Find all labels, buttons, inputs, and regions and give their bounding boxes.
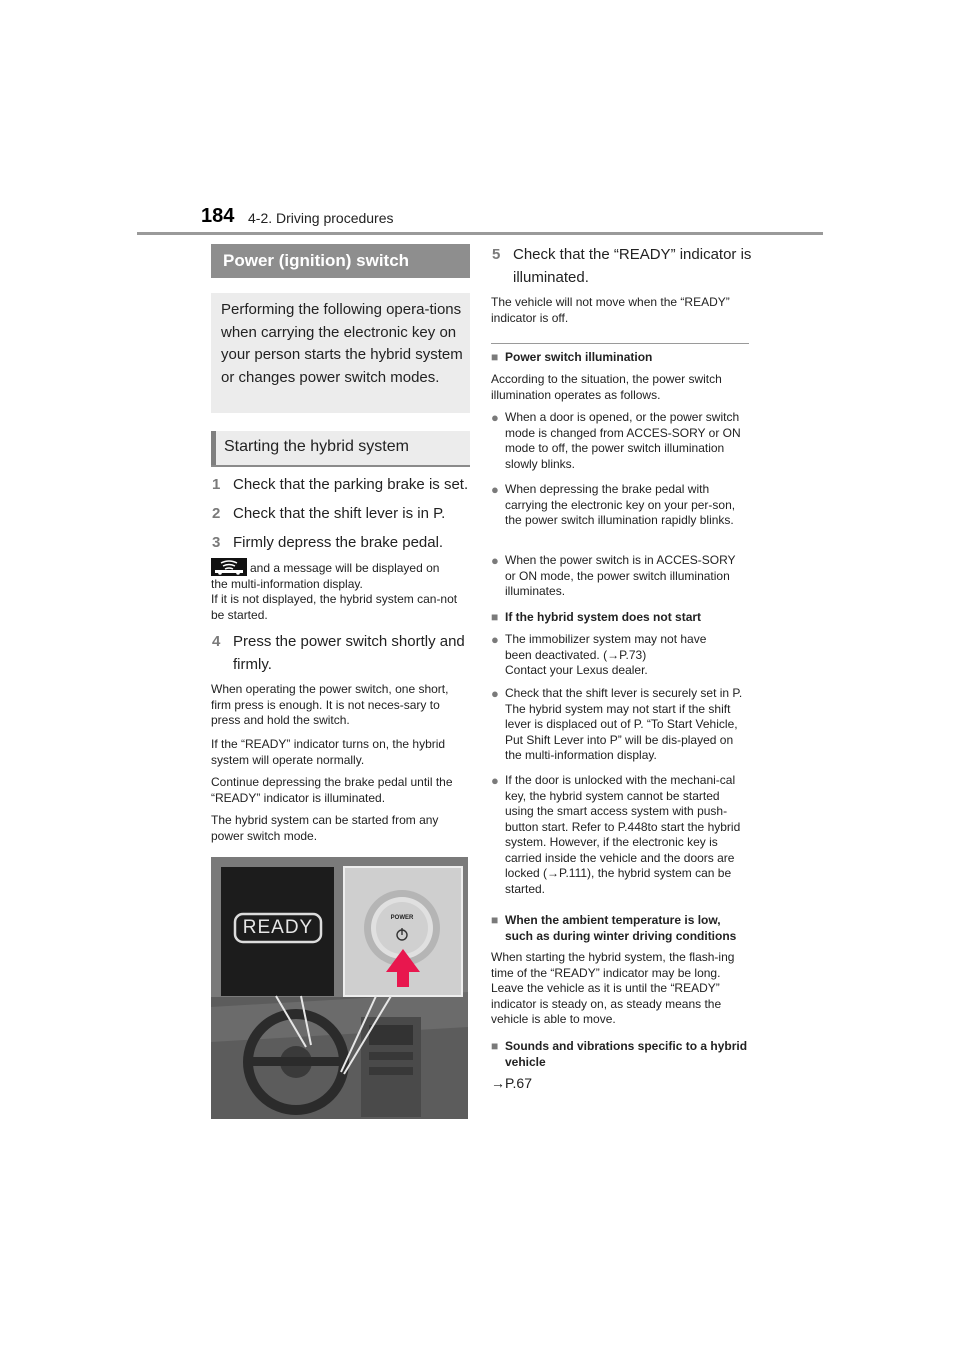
intro-text: Performing the following opera-tions when carrying the electronic key on your person starts the hybrid system or changes power switch modes.: [221, 301, 463, 386]
square-marker: ■: [491, 1039, 499, 1053]
step-number: 5: [492, 246, 501, 263]
step-4: [212, 630, 474, 678]
square-marker: ■: [491, 610, 499, 624]
ambient-text: When starting the hybrid system, the flash-ing time of the “READY” indicator may be long. Leave the vehicle as it is until the “READY” indicator is steady on, as steady means the vehicle is able to move.: [491, 950, 735, 1026]
subsection-header: [211, 431, 470, 465]
step-text: Press the power switch shortly and firmly.: [233, 633, 465, 673]
step4-note-1: When operating the power switch, one short, firm press is enough. It is not neces-sary to press and hold the switch.: [211, 682, 449, 727]
header-rule: [137, 232, 823, 235]
square-marker: ■: [491, 913, 499, 927]
step-5: [492, 243, 754, 291]
bullet-dot: ●: [491, 553, 499, 568]
step4-note-2: If the “READY” indicator turns on, the hybrid system will operate normally.: [211, 737, 446, 767]
step4-note-3: Continue depressing the brake pedal until the “READY” indicator is illuminated.: [211, 775, 453, 805]
bullet-dot: ●: [491, 632, 499, 647]
bullet-dot: ●: [491, 410, 499, 425]
step-2: [212, 502, 474, 526]
step-number: 1: [212, 476, 221, 493]
section-title: Power (ignition) switch: [223, 251, 410, 270]
indicator-note: [211, 558, 473, 623]
step-text: Check that the shift lever is in P.: [233, 505, 446, 522]
illumination-intro: According to the situation, the power switch illumination operates as follows.: [491, 372, 722, 402]
page-reference-link[interactable]: →P.73): [607, 647, 647, 662]
step-1: [212, 473, 474, 497]
dashboard-illustration: [211, 857, 468, 1119]
square-marker: ■: [491, 350, 499, 364]
notes-separator: [491, 343, 749, 344]
step5-note: The vehicle will not move when the “READY” indicator is off.: [491, 295, 730, 325]
bullet-dot: ●: [491, 773, 499, 788]
sounds-page-reference[interactable]: →P.67: [491, 1075, 532, 1091]
subsection-rule: [211, 465, 470, 467]
bullet-dot: ●: [491, 482, 499, 497]
section-title-box: [211, 244, 470, 278]
step-number: 3: [212, 534, 221, 551]
subsection-title: Starting the hybrid system: [224, 438, 409, 455]
step-text: Check that the parking brake is set.: [233, 476, 469, 493]
ready-indicator-icon: [211, 558, 247, 576]
step-text: Check that the “READY” indicator is illuminated.: [513, 246, 752, 286]
subsection-bar: [211, 431, 216, 465]
step-number: 2: [212, 505, 221, 522]
indicator-note-text-2: the multi-information display.: [211, 576, 363, 591]
step-text: Firmly depress the brake pedal.: [233, 534, 444, 551]
chapter-title: 4-2. Driving procedures: [248, 210, 394, 226]
step4-note-4: The hybrid system can be started from any power switch mode.: [211, 813, 439, 843]
page-number: 184: [201, 205, 235, 227]
not-displayed-note: If it is not displayed, the hybrid system can-not be started.: [211, 592, 458, 622]
step-3: [212, 531, 474, 555]
indicator-note-text: and a message will be displayed on: [250, 561, 440, 575]
power-label: POWER: [390, 915, 414, 921]
ready-label: READY: [242, 917, 314, 938]
intro-box: [211, 293, 470, 413]
bullet-dot: ●: [491, 686, 499, 701]
step-number: 4: [212, 633, 221, 650]
